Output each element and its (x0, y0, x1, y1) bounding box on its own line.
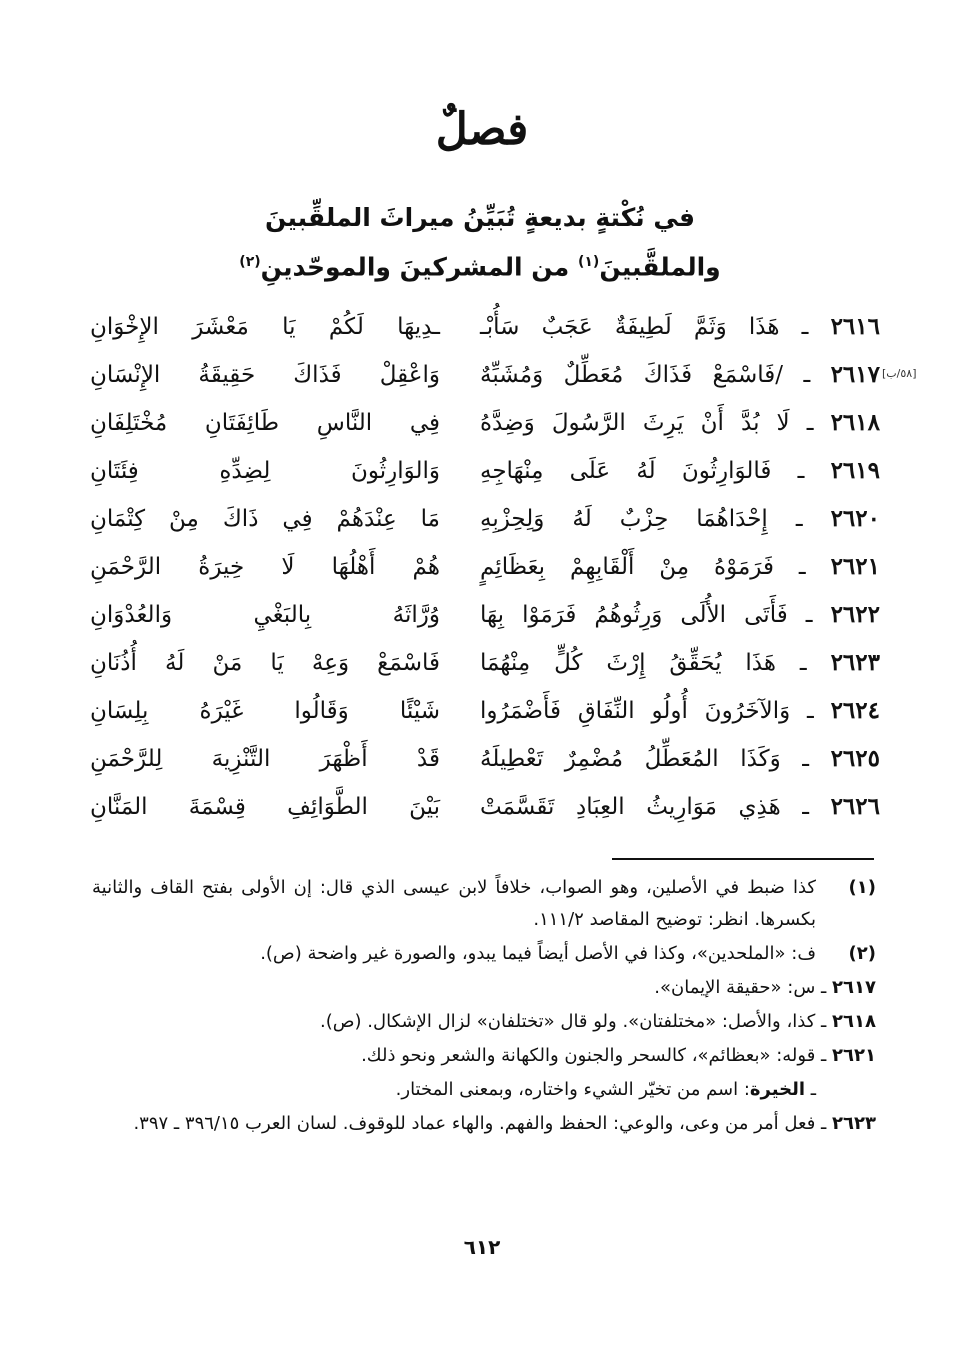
verse-note-2617 (92, 972, 876, 1004)
verse-first-text: فَالوَارِثُونَ لَهُ عَلَى مِنْهَاجِهِ (480, 458, 772, 484)
verse-line (80, 355, 880, 403)
verse-number: ٢٦٢٠ (830, 505, 880, 532)
verse-note-2621 (92, 1040, 876, 1072)
verse-second-hemistich: هُمْ أَهْلُهَا لَا خِيرَةُ الرَّحْمَنِ (90, 554, 440, 580)
chapter-title-part-b: من المشركينَ والموحّدينِ (260, 252, 578, 282)
verse-line (80, 307, 880, 355)
verse-note-2617-label: ٢٦١٧ (832, 977, 876, 998)
chapter-title-part-a: والملقَّبينَ (599, 252, 721, 282)
verse-note-2621-label: ٢٦٢١ (832, 1045, 876, 1066)
verse-line (80, 499, 880, 547)
verse-first-hemistich: ٢٦٢٢ ـ فَأَتَى الأُلَى وَرِثُوهُمُ فَرَمَوْا بِهَا (480, 601, 880, 628)
verse-number: ٢٦٢٦ (830, 793, 880, 820)
verse-note-2623 (92, 1108, 876, 1140)
chapter-title-line-1: في نُكْتةٍ بديعةٍ تُبَيِّنُ ميراثَ الملقِّبينَ (264, 203, 695, 232)
verse-number: ٢٦٢٣ (830, 649, 880, 676)
verse-first-hemistich: ٢٦١٩ ـ فَالوَارِثُونَ لَهُ عَلَى مِنْهَاجِهِ (480, 457, 880, 484)
verse-note-2621-khira-text: : اسم من تخيّر الشيء واختاره، وبمعنى المختار. (395, 1079, 750, 1100)
verse-line (80, 547, 880, 595)
verse-first-hemistich: ٢٦١٨ ـ لَا بُدَّ أَنْ يَرِثَ الرَّسُولَ وَضِدَّهُ (480, 409, 880, 436)
verse-first-text: هَذَا يُحَقِّقُ إِرْثَ كُلٍّ مِنْهُمَا (480, 650, 776, 676)
verse-note-2623-text: ـ فعل أمر من وعى، والوعي: الحفظ والفهم. والهاء عماد للوقوف. لسان العرب ٣٩٦/١٥ ـ ٣٩٧. (133, 1113, 827, 1134)
footnote-divider (612, 858, 874, 860)
footnote-1 (92, 872, 876, 936)
verse-note-2621-khira-dash: ـ (805, 1079, 816, 1100)
verse-note-2618-label: ٢٦١٨ (832, 1011, 876, 1032)
chapter-title (180, 196, 780, 289)
chapter-title-line-2 (180, 240, 780, 289)
verse-line (80, 739, 880, 787)
verse-first-hemistich: ٢٦١٧ ـ /فَاسْمَعْ فَذَاكَ مُعَطِّلٌ وَمُشَبِّهٌ (480, 361, 880, 388)
verse-number: ٢٦٢١ (830, 553, 880, 580)
verse-note-2621-text: ـ قوله: «بعظائم»، كالسحر والجنون والكهانة والشعر ونحو ذلك. (361, 1045, 827, 1066)
verse-line (80, 787, 880, 835)
verse-first-hemistich: ٢٦٢٠ ـ إِحْدَاهُمَا حِزْبٌ لَهُ وَلِحِزْبِهِ (480, 505, 880, 532)
verse-second-hemistich: مَا عِنْدَهُمْ فِي ذَاكَ مِنْ كِتْمَانِ (90, 506, 440, 532)
verse-line (80, 643, 880, 691)
footnote-ref-2: (٢) (239, 254, 261, 270)
verse-first-text: فَأَتَى الأُلَى وَرِثُوهُمُ فَرَمَوْا بِهَا (480, 602, 788, 628)
verse-line (80, 403, 880, 451)
footnote-1-text: كذا ضبط في الأصلين، وهو الصواب، خلافاً لابن عيسى الذي قال: إن الأولى بفتح القاف والثانية بكسرها. انظر: توضيح المقاصد ١١١/٢. (92, 877, 816, 930)
verse-first-text: هَذَا وَثَمَّ لَطِيفَةٌ عَجَبٌ سَأُبْـ (480, 314, 780, 340)
verse-second-hemistich: شَيْئًا وَقَالُوا غَيْرَهُ بِلِسَانِ (90, 698, 440, 724)
verse-second-hemistich: ـدِيهَا لَكُمْ يَا مَعْشَرَ الإِخْوَانِ (90, 314, 440, 340)
footnotes (92, 872, 876, 1142)
manuscript-folio-marker: [٥٨/ب] (882, 367, 917, 380)
page-number: ٦١٢ (463, 1235, 501, 1259)
verse-first-hemistich: ٢٦١٦ ـ هَذَا وَثَمَّ لَطِيفَةٌ عَجَبٌ سَأُبْـ (480, 313, 880, 340)
verse-first-text: فَرَمَوْهُ مِنْ أَلْقَابِهِمْ بِعَظَائِمٍ (480, 554, 774, 580)
verse-number: ٢٦١٨ (830, 409, 880, 436)
verse-first-hemistich: ٢٦٢٦ ـ هَذِي مَوَارِيثُ العِبَادِ تَقَسَّمَتْ (480, 793, 880, 820)
verse-second-hemistich: بَيْنَ الطَّوَائِفِ قِسْمَةَ المَنَّانِ (90, 794, 440, 820)
footnote-2-text: ف: «الملحدين»، وكذا في الأصل أيضاً فيما يبدو، والصورة غير واضحة (ص). (260, 943, 816, 964)
verse-first-text: هَذِي مَوَارِيثُ العِبَادِ تَقَسَّمَتْ (480, 794, 781, 820)
verse-number: ٢٦١٧ (830, 361, 880, 388)
verse-first-hemistich: ٢٦٢٤ ـ وَالآخَرُونَ أُولُو النِّفَاقِ فَأَضْمَرُوا (480, 697, 880, 724)
verse-line (80, 595, 880, 643)
verse-note-2618-text: ـ كذا، والأصل: «مختلفتان». ولو قال «تختلفان» لزال الإشكال. (ص). (320, 1011, 827, 1032)
verse-first-text: وَكَذَا المُعَطِّلُ مُضْمِرٌ تَعْطِيلَهُ (480, 746, 781, 772)
verse-note-2618 (92, 1006, 876, 1038)
verse-number: ٢٦١٦ (830, 313, 880, 340)
verse-line (80, 691, 880, 739)
footnote-2-label: (٢) (848, 943, 876, 964)
verse-line (80, 451, 880, 499)
verse-first-hemistich: ٢٦٢٣ ـ هَذَا يُحَقِّقُ إِرْثَ كُلٍّ مِنْهُمَا (480, 649, 880, 676)
verse-second-hemistich: قَدْ أَظْهَرَ التَّنْزِيهَ لِلرَّحْمَنِ (90, 746, 440, 772)
verse-first-hemistich: ٢٦٢١ ـ فَرَمَوْهُ مِنْ أَلْقَابِهِمْ بِعَظَائِمٍ (480, 553, 880, 580)
verse-second-hemistich: فَاسْمَعْ وَعِهْ يَا مَنْ لَهُ أُذُنَانِ (90, 650, 440, 676)
footnote-ref-1: (١) (577, 254, 600, 270)
poem-verses (80, 307, 880, 835)
verse-first-text: وَالآخَرُونَ أُولُو النِّفَاقِ فَأَضْمَرُوا (480, 698, 791, 724)
verse-first-text: إِحْدَاهُمَا حِزْبٌ لَهُ وَلِحِزْبِهِ (480, 506, 768, 532)
verse-first-text: /فَاسْمَعْ فَذَاكَ مُعَطِّلٌ وَمُشَبِّهٌ (480, 362, 784, 388)
footnote-1-label: (١) (848, 877, 876, 898)
verse-first-hemistich: ٢٦٢٥ ـ وَكَذَا المُعَطِّلُ مُضْمِرٌ تَعْطِيلَهُ (480, 745, 880, 772)
section-heading: فصلٌ (435, 104, 529, 155)
verse-note-2617-text: ـ س: «حقيقة الإيمان». (654, 977, 827, 998)
verse-second-hemistich: وَالوَارِثُونَ لِضِدِّهِ فِئَتَانِ (90, 458, 440, 484)
footnote-2 (92, 938, 876, 970)
verse-number: ٢٦٢٤ (830, 697, 880, 724)
verse-note-2621-khira-term: الخيرة (749, 1079, 805, 1100)
verse-note-2621-khira (92, 1074, 876, 1106)
verse-number: ٢٦١٩ (830, 457, 880, 484)
verse-second-hemistich: وُرَّاثَهُ بِالبَغْيِ وَالعُدْوَانِ (90, 602, 440, 628)
verse-number: ٢٦٢٥ (830, 745, 880, 772)
verse-number: ٢٦٢٢ (830, 601, 880, 628)
verse-note-2623-label: ٢٦٢٣ (832, 1113, 876, 1134)
verse-second-hemistich: وَاعْقِلْ فَذَاكَ حَقِيقَةُ الإِنْسَانِ (90, 362, 440, 388)
verse-first-text: لَا بُدَّ أَنْ يَرِثَ الرَّسُولَ وَضِدَّهُ (480, 410, 790, 436)
verse-second-hemistich: فِي النَّاسِ طَائِفَتَانِ مُخْتَلِفَانِ (90, 410, 440, 436)
